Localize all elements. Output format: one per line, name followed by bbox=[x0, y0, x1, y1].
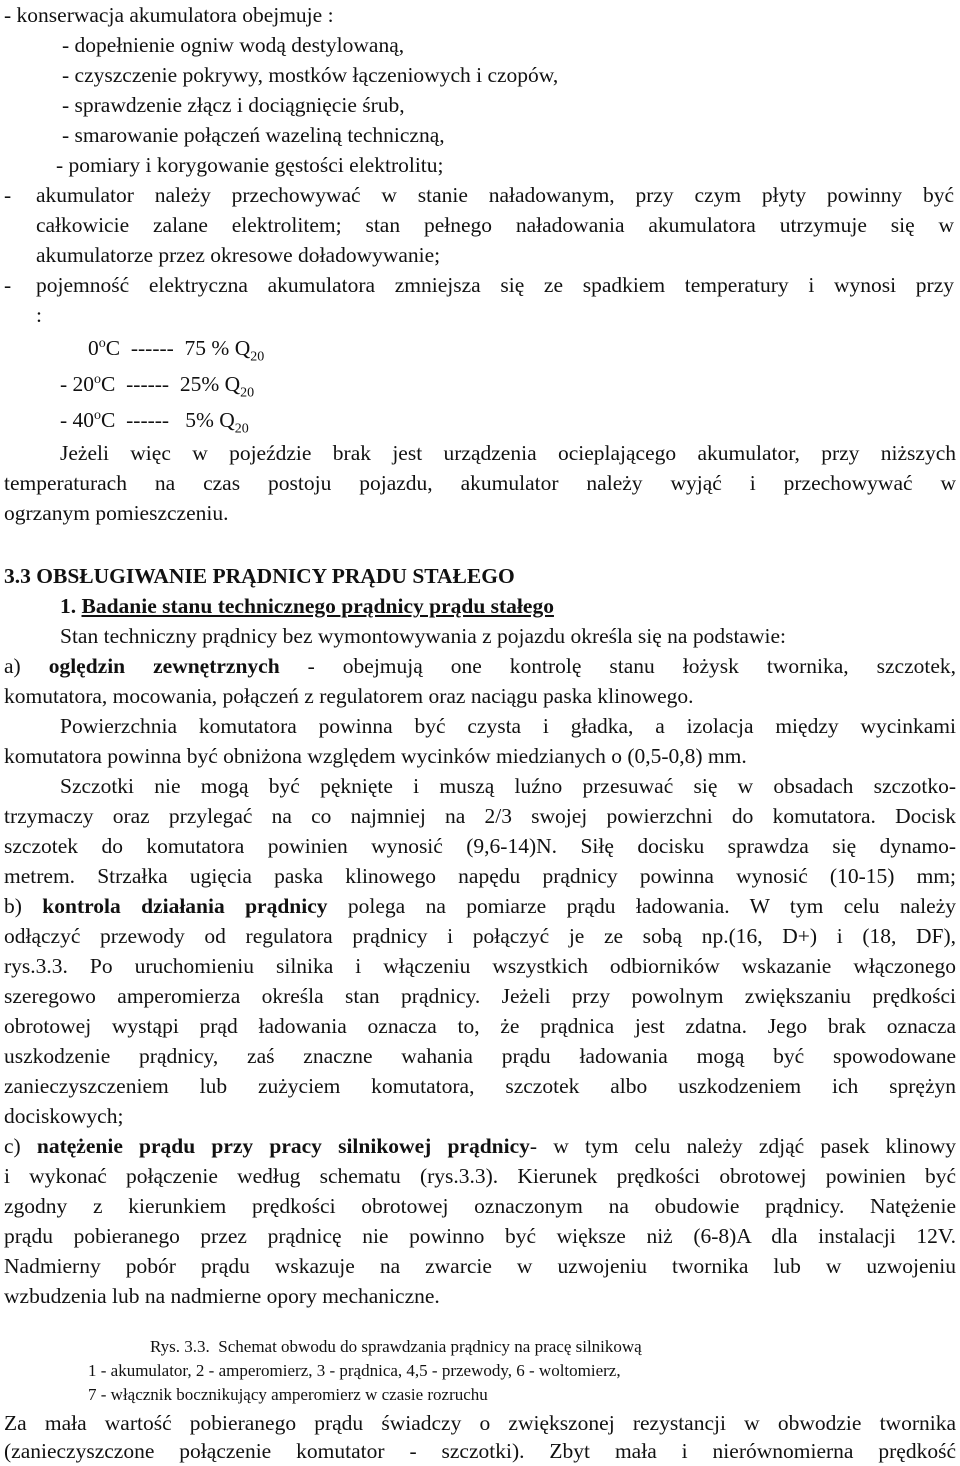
intro-line: Stan techniczny prądnicy bez wymontowywania z pojazdu określa się na podstawie: bbox=[60, 624, 786, 648]
figure-legend-line: 1 - akumulator, 2 - amperomierz, 3 - prądnica, 4,5 - przewody, 6 - woltomierz, bbox=[88, 1361, 621, 1380]
capacity-line: pojemność elektryczna akumulatora zmniejsza się ze spadkiem temperatury i wynosi przy bbox=[36, 273, 954, 297]
storage-line: akumulatorze przez okresowe doładowywanie; bbox=[36, 243, 441, 267]
item-a-line: a) oględzin zewnętrznych - obejmują one kontrolę stanu łożysk twornika, szczotek, bbox=[4, 654, 957, 678]
item-b-line: b) kontrola działania prądnicy polega na pomiarze prądu ładowania. W tym celu należy bbox=[4, 894, 956, 918]
item-c-line: Nadmierny pobór prądu wskazuje na zwarcie w uzwojeniu twornika lub w uzwojeniu bbox=[4, 1254, 956, 1278]
commutator-line: komutatora powinna być obniżona względem wycinków miedzianych o (0,5-0,8) mm. bbox=[4, 744, 747, 768]
bullet-dash: - bbox=[4, 273, 12, 297]
maintenance-item: - pomiary i korygowanie gęstości elektrolitu; bbox=[56, 153, 444, 177]
brushes-line: szczotek do komutatora powinien wynosić (9,6-14)N. Siłę docisku sprawdza się dynamo- bbox=[4, 834, 956, 858]
figure-legend-line: 7 - włącznik bocznikujący amperomierz w czasie rozruchu bbox=[88, 1385, 488, 1404]
maintenance-intro: - konserwacja akumulatora obejmuje : bbox=[4, 3, 334, 27]
item-b-line: obrotowej wystąpi prąd ładowania oznacza to, że prądnica jest zdatna. Jego brak oznacza bbox=[4, 1014, 956, 1038]
item-c-line: prądu pobieranego przez prądnicę nie powinno być większe niż (6-8)A dla instalacji 12V. bbox=[4, 1224, 956, 1248]
note-line: ogrzanym pomieszczeniu. bbox=[4, 501, 229, 525]
closing-line: (zanieczyszczone połączenie komutator - szczotki). Zbyt mała i nierównomierna prędkość bbox=[4, 1439, 956, 1463]
item-b-line: odłączyć przewody od regulatora prądnicy i połączyć je ze sobą np.(16, D+) i (18, DF), bbox=[4, 924, 956, 948]
subsection-heading: 1. Badanie stanu technicznego prądnicy prądu stałego bbox=[60, 594, 554, 618]
storage-line: całkowicie zalane elektrolitem; stan pełnego naładowania akumulatora utrzymuje się w bbox=[36, 213, 954, 237]
item-b-line: uszkodzenie prądnicy, zaś znaczne wahania prądu ładowania mogą być spowodowane bbox=[4, 1044, 956, 1068]
item-b-line: zanieczyszczeniem lub zużyciem komutatora, szczotek albo uszkodzeniem ich sprężyn bbox=[4, 1074, 956, 1098]
item-c-line: zgodny z kierunkiem prędkości obrotowej oznaczonym na obudowie prądnicy. Natężenie bbox=[4, 1194, 956, 1218]
bullet-dash: - bbox=[4, 183, 12, 207]
section-heading: 3.3 OBSŁUGIWANIE PRĄDNICY PRĄDU STAŁEGO bbox=[4, 564, 515, 588]
item-c-line: i wykonać połączenie według schematu (rys.3.3). Kierunek prędkości obrotowej powinien być bbox=[4, 1164, 956, 1188]
commutator-line: Powierzchnia komutatora powinna być czysta i gładka, a izolacja między wycinkami bbox=[60, 714, 956, 738]
note-line: temperaturach na czas postoju pojazdu, akumulator należy wyjąć i przechowywać w bbox=[4, 471, 956, 495]
brushes-line: Szczotki nie mogą być pęknięte i muszą luźno przesuwać się w obsadach szczotko- bbox=[60, 774, 956, 798]
item-b-line: szeregowo amperomierza określa stan prądnicy. Jeżeli przy powolnym zwiększaniu prędkości bbox=[4, 984, 956, 1008]
maintenance-item: - sprawdzenie złącz i dociągnięcie śrub, bbox=[62, 93, 405, 117]
maintenance-item: - dopełnienie ogniw wodą destylowaną, bbox=[62, 33, 405, 57]
capacity-line: : bbox=[36, 303, 42, 327]
maintenance-item: - czyszczenie pokrywy, mostków łączeniowych i czopów, bbox=[62, 63, 559, 87]
maintenance-item: - smarowanie połączeń wazeliną techniczną, bbox=[62, 123, 445, 147]
figure-caption: Rys. 3.3. Schemat obwodu do sprawdzania prądnicy na pracę silnikową bbox=[150, 1337, 642, 1356]
item-c-line: c) natężenie prądu przy pracy silnikowej prądnicy- w tym celu należy zdjąć pasek klinowy bbox=[4, 1134, 956, 1158]
note-line: Jeżeli więc w pojeździe brak jest urządzenia ocieplającego akumulator, przy niższych bbox=[60, 441, 956, 465]
storage-line: akumulator należy przechowywać w stanie naładowanym, przy czym płyty powinny być bbox=[36, 183, 954, 207]
temperature-row: 0$^o$C ------ 75 % $Q_{20}$ bbox=[88, 335, 265, 365]
temperature-row: - 20$^o$C ------ 25% $Q_{20}$ bbox=[60, 371, 255, 401]
item-b-line: dociskowych; bbox=[4, 1104, 124, 1128]
brushes-line: metrem. Strzałka ugięcia paska klinowego napędu prądnicy powinna wynosić (10-15) mm; bbox=[4, 864, 956, 888]
closing-line: Za mała wartość pobieranego prądu świadczy o zwiększonej rezystancji w obwodzie twornika bbox=[4, 1411, 956, 1435]
item-a-line: komutatora, mocowania, połączeń z regulatorem oraz naciągu paska klinowego. bbox=[4, 684, 694, 708]
item-c-line: wzbudzenia lub na nadmierne opory mechaniczne. bbox=[4, 1284, 440, 1308]
brushes-line: trzymaczy oraz przylegać na co najmniej na 2/3 swojej powierzchni do komutatora. Docisk bbox=[4, 804, 956, 828]
item-b-line: rys.3.3. Po uruchomieniu silnika i włączeniu wszystkich odbiorników wskazanie włączonego bbox=[4, 954, 956, 978]
temperature-row: - 40$^o$C ------ 5% $Q_{20}$ bbox=[60, 407, 249, 437]
